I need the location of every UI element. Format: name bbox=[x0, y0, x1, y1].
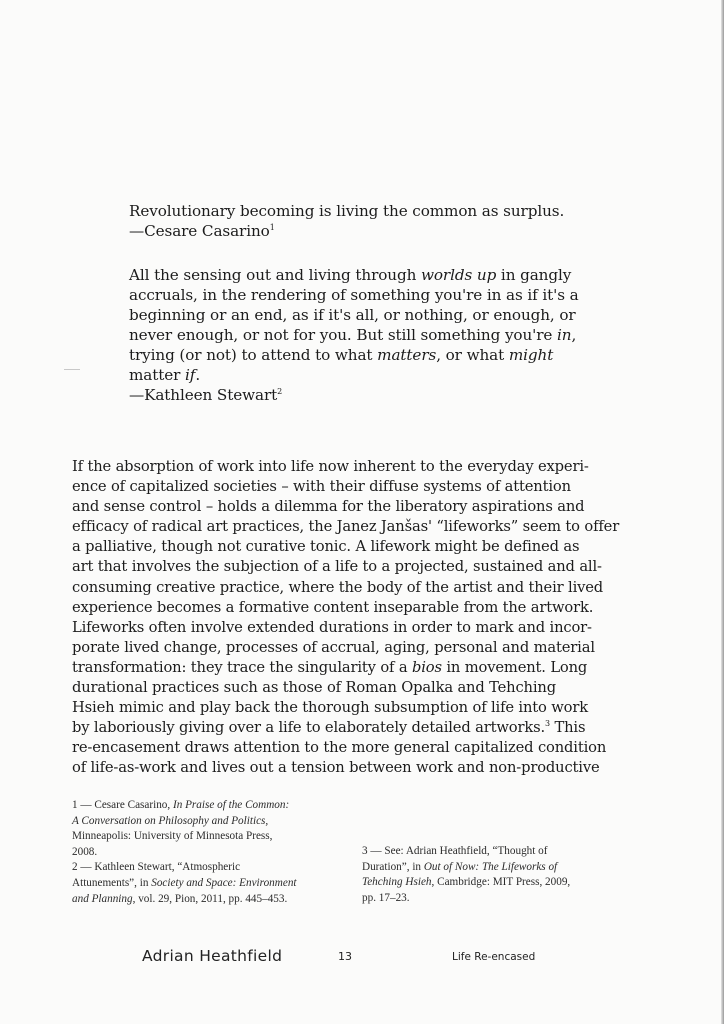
footnote-line: 2008. bbox=[72, 845, 98, 858]
body-line: re-encasement draws attention to the more general capitalized condition bbox=[72, 739, 607, 757]
footer-author: Adrian Heathfield bbox=[142, 947, 283, 965]
text-span: by laboriously giving over a life to elaborately detailed artworks. bbox=[72, 719, 545, 737]
attribution-name: —Kathleen Stewart bbox=[129, 386, 278, 404]
body-line: Lifeworks often involve extended durations in order to mark and incor- bbox=[72, 618, 592, 636]
note-reference: 1 bbox=[269, 222, 275, 232]
body-line: Hsieh mimic and play back the thorough subsumption of life into work bbox=[72, 699, 588, 717]
epigraph-casarino bbox=[129, 201, 589, 241]
text-span: Attunements”, in bbox=[72, 876, 152, 889]
footnote-line bbox=[362, 860, 570, 876]
epigraph-line: accruals, in the rendering of something you're in as if it's a bbox=[129, 286, 579, 304]
italic-span: in bbox=[557, 326, 572, 344]
epigraph-stewart bbox=[129, 265, 589, 405]
page-footer bbox=[0, 947, 724, 969]
footnote-line bbox=[362, 875, 570, 891]
footnote-line bbox=[72, 798, 297, 814]
body-paragraph bbox=[72, 457, 632, 779]
italic-span: Out of Now: The Lifeworks of bbox=[423, 860, 558, 873]
text-span: trying (or not) to attend to what bbox=[129, 346, 378, 364]
italic-span: and Planning bbox=[72, 892, 133, 905]
attribution-name: —Cesare Casarino bbox=[129, 222, 270, 240]
text-span: in movement. Long bbox=[441, 658, 588, 676]
epigraph-line bbox=[129, 265, 589, 285]
epigraph-line bbox=[129, 345, 589, 365]
text-span: All the sensing out and living through bbox=[129, 266, 421, 284]
epigraph-line: beginning or an end, as if it's all, or nothing, or enough, or bbox=[129, 306, 576, 324]
body-line: of life-as-work and lives out a tension between work and non-productive bbox=[72, 759, 600, 777]
text-span: This bbox=[549, 719, 586, 737]
page-number: 13 bbox=[338, 950, 352, 963]
footnote-line: 2 — Kathleen Stewart, “Atmospheric bbox=[72, 861, 241, 874]
note-reference: 3 bbox=[544, 719, 550, 729]
epigraph-attribution bbox=[129, 385, 589, 405]
footnote-line: pp. 17–23. bbox=[362, 891, 410, 904]
footnotes-left-column bbox=[72, 798, 297, 907]
text-span: , bbox=[571, 326, 577, 344]
text-span: Duration”, in bbox=[362, 860, 424, 873]
body-line: consuming creative practice, where the body of the artist and their lived bbox=[72, 578, 604, 596]
text-span: , vol. 29, Pion, 2011, pp. 445–453. bbox=[132, 892, 288, 905]
body-line: art that involves the subjection of a life to a projected, sustained and all- bbox=[72, 558, 602, 576]
italic-span: In Praise of the Common: bbox=[172, 799, 290, 811]
running-title: Life Re-encased bbox=[452, 951, 536, 963]
text-span: transformation: they trace the singularity of a bbox=[72, 658, 412, 676]
text-span: never enough, or not for you. But still something you're bbox=[129, 326, 558, 344]
text-span: . bbox=[195, 366, 201, 384]
margin-mark bbox=[64, 369, 80, 370]
text-span: , Cambridge: MIT Press, 2009, bbox=[431, 876, 571, 889]
footnote-line: Minneapolis: University of Minnesota Press, bbox=[72, 830, 273, 843]
epigraph-text: Revolutionary becoming is living the common as surplus. bbox=[129, 202, 565, 220]
text-span: 1 — Cesare Casarino, bbox=[72, 799, 173, 811]
footnotes-right-column bbox=[362, 844, 570, 906]
italic-span: might bbox=[508, 346, 554, 364]
body-line: experience becomes a formative content inseparable from the artwork. bbox=[72, 598, 594, 616]
body-line: efficacy of radical art practices, the Janez Janšas' “lifeworks” seem to offer bbox=[72, 518, 620, 536]
italic-span: A Conversation on Philosophy and Politics, bbox=[72, 814, 269, 827]
footnote-line bbox=[72, 814, 297, 830]
italic-span: if bbox=[185, 366, 196, 384]
text-span: matter bbox=[129, 366, 186, 384]
epigraph-line bbox=[129, 365, 589, 385]
note-reference: 2 bbox=[277, 386, 283, 396]
epigraph-line bbox=[129, 325, 589, 345]
italic-span: worlds up bbox=[420, 266, 497, 284]
italic-span: matters bbox=[377, 346, 437, 364]
body-line bbox=[72, 658, 632, 678]
text-span: in gangly bbox=[496, 266, 572, 284]
text-span: , or what bbox=[436, 346, 509, 364]
body-line: If the absorption of work into life now inherent to the everyday experi- bbox=[72, 458, 589, 475]
body-line: ence of capitalized societies – with their diffuse systems of attention bbox=[72, 478, 571, 496]
footnote-line: 3 — See: Adrian Heathfield, “Thought of bbox=[362, 845, 548, 857]
epigraph-attribution bbox=[129, 221, 589, 241]
body-line: durational practices such as those of Roman Opalka and Tehching bbox=[72, 679, 556, 697]
body-line: porate lived change, processes of accrual, aging, personal and material bbox=[72, 638, 595, 656]
italic-span: Tehching Hsieh bbox=[362, 876, 432, 889]
italic-span: bios bbox=[411, 658, 442, 676]
footnote-line bbox=[72, 892, 297, 908]
italic-span: Society and Space: Environment bbox=[151, 876, 297, 889]
body-line: a palliative, though not curative tonic. A lifework might be defined as bbox=[72, 538, 580, 556]
footnote-line bbox=[72, 876, 297, 892]
body-line bbox=[72, 718, 632, 738]
body-line: and sense control – holds a dilemma for the liberatory aspirations and bbox=[72, 498, 585, 516]
